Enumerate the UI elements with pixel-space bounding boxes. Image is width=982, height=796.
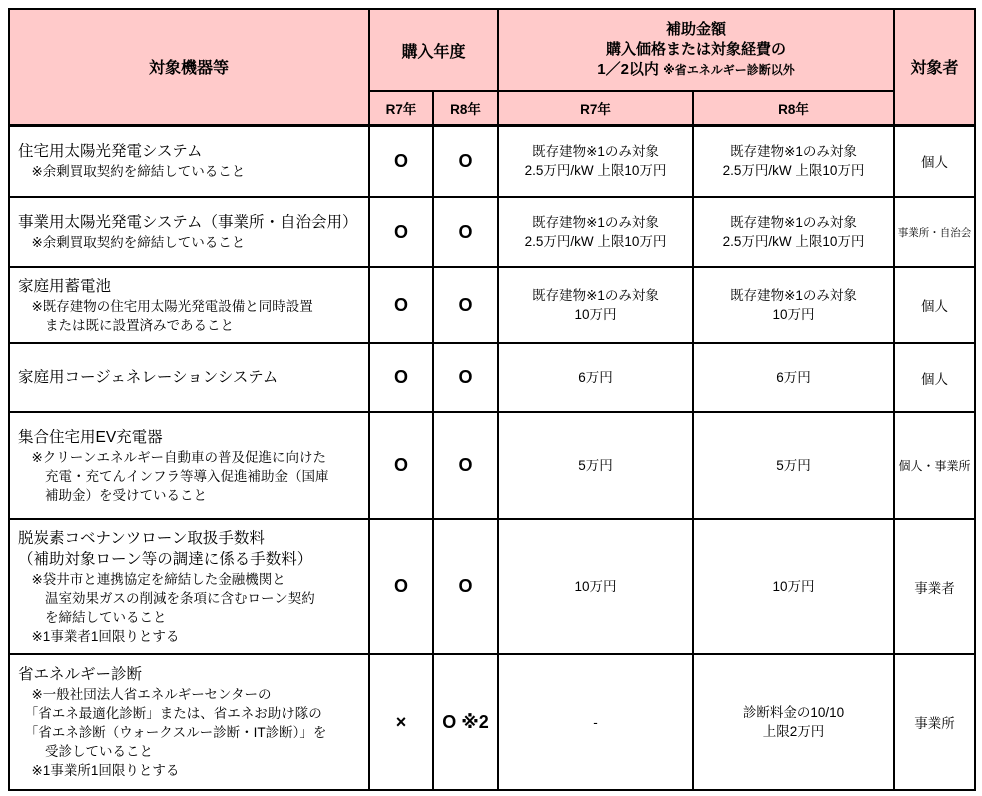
purchase-r8-mark: O — [433, 267, 498, 343]
header-amount-r7: R7年 — [498, 91, 693, 125]
equipment-note-line: 「省エネ最適化診断」または、省エネお助け隊の — [18, 706, 322, 721]
amount-r8-line: 上限2万円 — [762, 724, 825, 739]
equipment-note-line: 「省エネ診断（ウォークスルー診断・IT診断）」を — [18, 725, 327, 740]
target-cell: 個人 — [894, 267, 975, 343]
equipment-note-line: ※1事業者1回限りとする — [18, 628, 180, 644]
equipment-note-line: ※一般社団法人省エネルギーセンターの — [18, 687, 272, 702]
amount-r8-line: 6万円 — [776, 370, 811, 385]
amount-r7-cell — [498, 125, 693, 197]
purchase-r7-mark: O — [369, 519, 433, 654]
purchase-r7-mark: × — [369, 654, 433, 790]
amount-r8-line: 5万円 — [776, 458, 811, 473]
subsidy-title-line1: 補助金額 — [666, 21, 727, 38]
equipment-note-line: ※クリーンエネルギー自動車の普及促進に向けた — [18, 449, 327, 465]
table-body — [9, 125, 975, 790]
amount-r8-cell — [693, 343, 894, 412]
table-header — [9, 9, 975, 125]
header-amount-r8: R8年 — [693, 91, 894, 125]
amount-r8-line: 既存建物※1のみ対象 — [730, 144, 857, 160]
header-purchase-r8: R8年 — [433, 91, 498, 125]
purchase-r7-mark: O — [369, 267, 433, 343]
amount-r8-line: 診断料金の10/10 — [742, 705, 845, 720]
equipment-note-line: ※余剰買取契約を締結していること — [18, 164, 246, 180]
amount-r7-cell — [498, 654, 693, 790]
amount-r7-line: 既存建物※1のみ対象 — [532, 288, 659, 303]
amount-r7-line: 既存建物※1のみ対象 — [532, 215, 659, 230]
equipment-note-line: 補助金）を受けていること — [18, 487, 207, 503]
equipment-note-line: 受診していること — [18, 744, 153, 759]
amount-r7-line: 6万円 — [578, 370, 613, 385]
target-cell: 個人 — [894, 125, 975, 197]
purchase-r8-mark: O — [433, 197, 498, 267]
amount-r8-cell — [693, 519, 894, 654]
amount-r8-cell — [693, 267, 894, 343]
amount-r8-cell — [693, 412, 894, 519]
purchase-r7-mark: O — [369, 197, 433, 267]
header-equipment: 対象機器等 — [9, 9, 369, 125]
amount-r7-line: 10万円 — [574, 579, 617, 594]
amount-r7-line: - — [593, 714, 598, 730]
header-target: 対象者 — [894, 9, 975, 125]
equipment-cell — [9, 197, 369, 267]
purchase-r7-mark: O — [369, 412, 433, 519]
amount-r7-line: 2.5万円/kW 上限10万円 — [524, 163, 667, 179]
target-cell: 事業者 — [894, 519, 975, 654]
equipment-cell — [9, 267, 369, 343]
purchase-r8-mark: O — [433, 412, 498, 519]
equipment-cell — [9, 654, 369, 790]
purchase-r8-mark: O — [433, 125, 498, 197]
amount-r7-cell — [498, 412, 693, 519]
equipment-title-line: 省エネルギー診断 — [18, 666, 143, 683]
equipment-note-line: を締結していること — [18, 609, 167, 625]
equipment-title-line: 家庭用コージェネレーションシステム — [18, 369, 279, 386]
amount-r8-line: 2.5万円/kW 上限10万円 — [722, 234, 865, 249]
equipment-note-line: ※余剰買取契約を締結していること — [18, 235, 246, 250]
table-row — [9, 343, 975, 412]
equipment-note-line: 充電・充てんインフラ等導入促進補助金（国庫 — [18, 468, 329, 484]
purchase-r8-mark: O — [433, 343, 498, 412]
amount-r8-cell — [693, 197, 894, 267]
equipment-note-line: または既に設置済みであること — [18, 317, 234, 333]
table-row — [9, 267, 975, 343]
equipment-title-line: 住宅用太陽光発電システム — [18, 143, 203, 161]
amount-r7-line: 2.5万円/kW 上限10万円 — [524, 234, 667, 249]
amount-r7-cell — [498, 267, 693, 343]
equipment-note-line: ※袋井市と連携協定を締結した金融機関と — [18, 571, 286, 587]
equipment-cell — [9, 519, 369, 654]
table-row — [9, 197, 975, 267]
subsidy-title-line3 — [503, 60, 889, 80]
table-row — [9, 654, 975, 790]
amount-r7-cell — [498, 197, 693, 267]
equipment-cell — [9, 343, 369, 412]
purchase-r8-mark: O ※2 — [433, 654, 498, 790]
equipment-cell — [9, 125, 369, 197]
target-cell: 事業所 — [894, 654, 975, 790]
amount-r8-cell — [693, 125, 894, 197]
equipment-note-line: ※1事業所1回限りとする — [18, 763, 180, 778]
purchase-r7-mark: O — [369, 343, 433, 412]
header-purchase-year: 購入年度 — [369, 9, 498, 91]
equipment-title-line: 集合住宅用EV充電器 — [18, 428, 163, 446]
subsidy-exception-note: ※省エネルギー診断以外 — [663, 63, 795, 77]
amount-r8-cell — [693, 654, 894, 790]
header-purchase-r7: R7年 — [369, 91, 433, 125]
amount-r7-line: 5万円 — [578, 458, 613, 473]
amount-r7-line: 10万円 — [574, 307, 617, 322]
subsidy-title-line2: 購入価格または対象経費の — [606, 41, 787, 58]
target-cell: 個人・事業所 — [894, 412, 975, 519]
equipment-note-line: ※既存建物の住宅用太陽光発電設備と同時設置 — [18, 298, 313, 314]
amount-r7-cell — [498, 519, 693, 654]
purchase-r7-mark: O — [369, 125, 433, 197]
subsidy-limit-text: 1／2以内 — [597, 61, 659, 78]
equipment-title-line: 脱炭素コベナンツローン取扱手数料 — [18, 529, 265, 547]
equipment-cell — [9, 412, 369, 519]
target-cell: 事業所・自治会 — [894, 197, 975, 267]
header-subsidy-amount — [498, 9, 894, 91]
equipment-title-line: （補助対象ローン等の調達に係る手数料） — [18, 550, 313, 568]
amount-r7-cell — [498, 343, 693, 412]
table-row — [9, 412, 975, 519]
amount-r8-line: 既存建物※1のみ対象 — [730, 288, 857, 303]
table-row — [9, 519, 975, 654]
amount-r8-line: 既存建物※1のみ対象 — [730, 215, 857, 230]
equipment-title-line: 事業用太陽光発電システム（事業所・自治会用） — [18, 214, 358, 231]
purchase-r8-mark: O — [433, 519, 498, 654]
amount-r8-line: 2.5万円/kW 上限10万円 — [722, 163, 865, 179]
equipment-note-line: 温室効果ガスの削減を条項に含むローン契約 — [18, 590, 315, 606]
amount-r8-line: 10万円 — [772, 307, 815, 322]
amount-r8-line: 10万円 — [772, 579, 815, 594]
subsidy-table — [8, 8, 976, 791]
target-cell: 個人 — [894, 343, 975, 412]
amount-r7-line: 既存建物※1のみ対象 — [532, 144, 659, 160]
table-row — [9, 125, 975, 197]
equipment-title-line: 家庭用蓄電池 — [18, 277, 112, 295]
